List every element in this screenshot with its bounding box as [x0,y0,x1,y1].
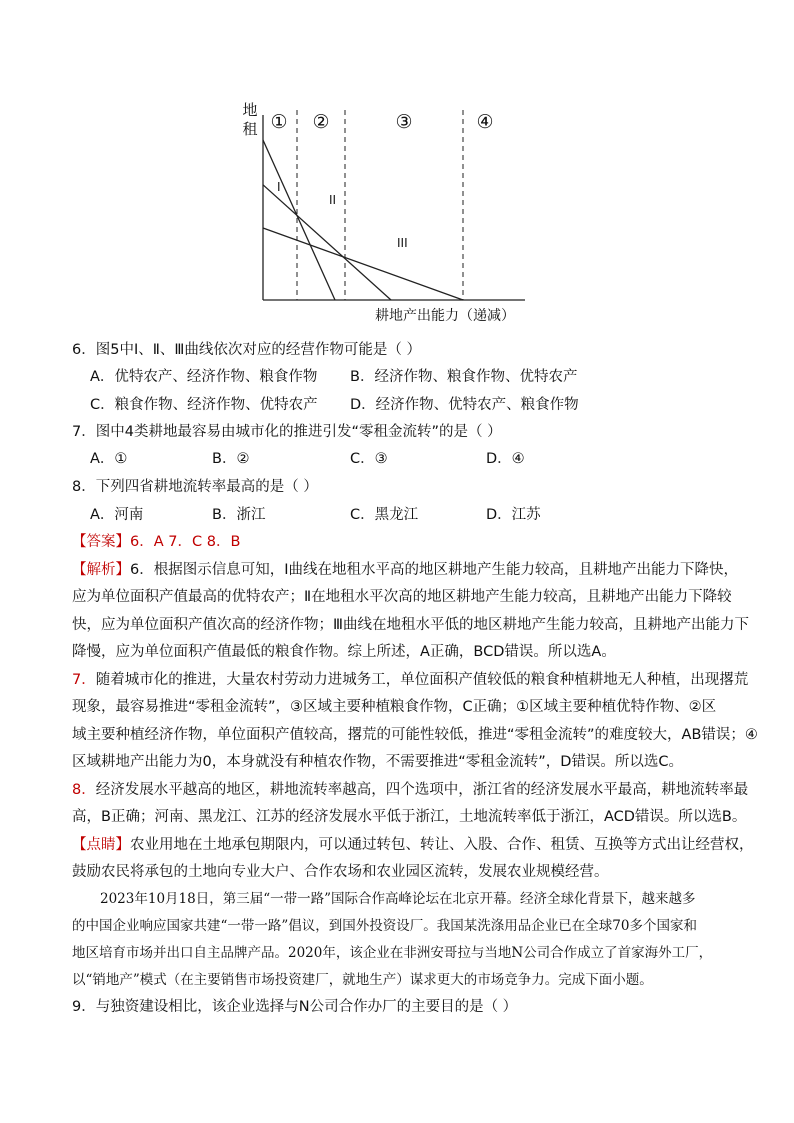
tip-label: 【点睛】 [72,837,130,853]
passage-line-2: 的中国企业响应国家共建“一带一路”倡议，到国外投资设厂。我国某洗涤用品企业已在全球70多个国家和 [72,918,697,934]
analysis-label: 【解析】 [72,562,130,578]
analysis-6-line-1: 【解析】6．根据图示信息可知，Ⅰ曲线在地租水平高的地区耕地产生能力较高，且耕地产出能力下降快， [72,562,738,578]
answer-label: 【答案】 [72,534,130,550]
analysis-7-line-4: 区域耕地产出能力为0，本身就没有种植农作物，不需要推进“零租金流转”，D错误。所以选C。 [72,754,684,770]
analysis-8-line-1: 8．经济发展水平越高的地区，耕地流转率越高，四个选项中，浙江省的经济发展水平最高，耕地流转率最 [72,782,749,798]
question-9: 9．与独资建设相比，该企业选择与N公司合作办厂的主要目的是（ ） [72,999,518,1015]
rent-chart [230,95,570,330]
q8-option-b: B．浙江 [212,507,266,523]
q8-option-d: D．江苏 [486,507,541,523]
zone-label-3: ③ [395,111,413,133]
passage-line-1: 2023年10月18日，第三届“一带一路”国际合作高峰论坛在北京开幕。经济全球化背景下，越来越多 [100,891,696,907]
series-label-III: III [397,236,408,251]
zone-label-1: ① [270,111,288,133]
q7-option-b: B．② [212,451,250,467]
passage-line-3: 地区培育市场并出口自主品牌产品。2020年，该企业在非洲安哥拉与当地N公司合作成立了首家海外工厂， [72,945,713,961]
tip-line-1: 【点睛】农业用地在土地承包期限内，可以通过转包、转让、入股、合作、租赁、互换等方式出让经营权， [72,837,754,853]
q6-option-c: C．粮食作物、经济作物、优特农产 [90,397,318,413]
q7-option-a: A．① [90,451,128,467]
answer-text: 6．A 7．C 8．B [130,534,241,550]
q6-option-b: B．经济作物、粮食作物、优特农产 [350,369,578,385]
q8-option-a: A．河南 [90,507,144,523]
y-axis-label-char: 地 [242,101,258,119]
analysis-6-line-4: 降慢，应为单位面积产值最低的粮食作物。综上所述，A正确，BCD错误。所以选A。 [72,644,616,660]
q7-option-c: C．③ [350,451,388,467]
analysis-7-line-1: 7．随着城市化的推进，大量农村劳动力进城务工，单位面积产值较低的粮食种植耕地无人种植，出现撂荒 [72,672,749,688]
analysis-8-number: 8． [72,782,96,798]
zone-label-2: ② [312,111,330,133]
answer-line [72,532,240,552]
y-axis-label-char: 租 [242,120,258,138]
passage-line-4: 以“销地产”模式（在主要销售市场投资建厂，就地生产）谋求更大的市场竞争力。完成下面小题。 [72,972,653,988]
series-line-I [263,140,335,300]
analysis-6-line-3: 快，应为单位面积产值次高的经济作物；Ⅲ曲线在地租水平低的地区耕地产生能力较高，且耕地产出能力下 [72,617,749,633]
analysis-7-line-2: 现象，最容易推进“零租金流转”，③区域主要种植粮食作物，C正确；①区域主要种植优特作物、②区 [72,699,717,715]
analysis-7-line-3: 域主要种植经济作物，单位面积产值较高，撂荒的可能性较低，推进“零租金流转”的难度较大，AB错误；④ [72,727,758,743]
series-label-II: II [329,193,337,207]
tip-line-2: 鼓励农民将承包的土地向专业大户、合作农场和农业园区流转，发展农业规模经营。 [72,864,609,880]
zone-label-4: ④ [476,111,494,133]
series-line-III [263,228,463,300]
x-axis-label: 耕地产出能力（递减） [375,308,515,324]
q6-option-d: D．经济作物、优特农产、粮食作物 [350,397,579,413]
analysis-7-number: 7． [72,672,96,688]
q8-option-c: C．黑龙江 [350,507,419,523]
q7-option-d: D．④ [486,451,525,467]
q6-option-a: A．优特农产、经济作物、粮食作物 [90,369,318,385]
question-7: 7．图中4类耕地最容易由城市化的推进引发“零租金流转”的是（ ） [72,424,502,440]
analysis-6-line-2: 应为单位面积产值最高的优特农产；Ⅱ在地租水平次高的地区耕地产生能力较高，且耕地产出能力下降较 [72,589,732,605]
question-6: 6．图5中Ⅰ、Ⅱ、Ⅲ曲线依次对应的经营作物可能是（ ） [72,342,421,358]
series-label-I: I [277,180,281,195]
analysis-8-line-2: 高，B正确；河南、黑龙江、江苏的经济发展水平低于浙江，土地流转率低于浙江，ACD错误。所以选B。 [72,809,747,825]
question-8: 8．下列四省耕地流转率最高的是（ ） [72,479,318,495]
